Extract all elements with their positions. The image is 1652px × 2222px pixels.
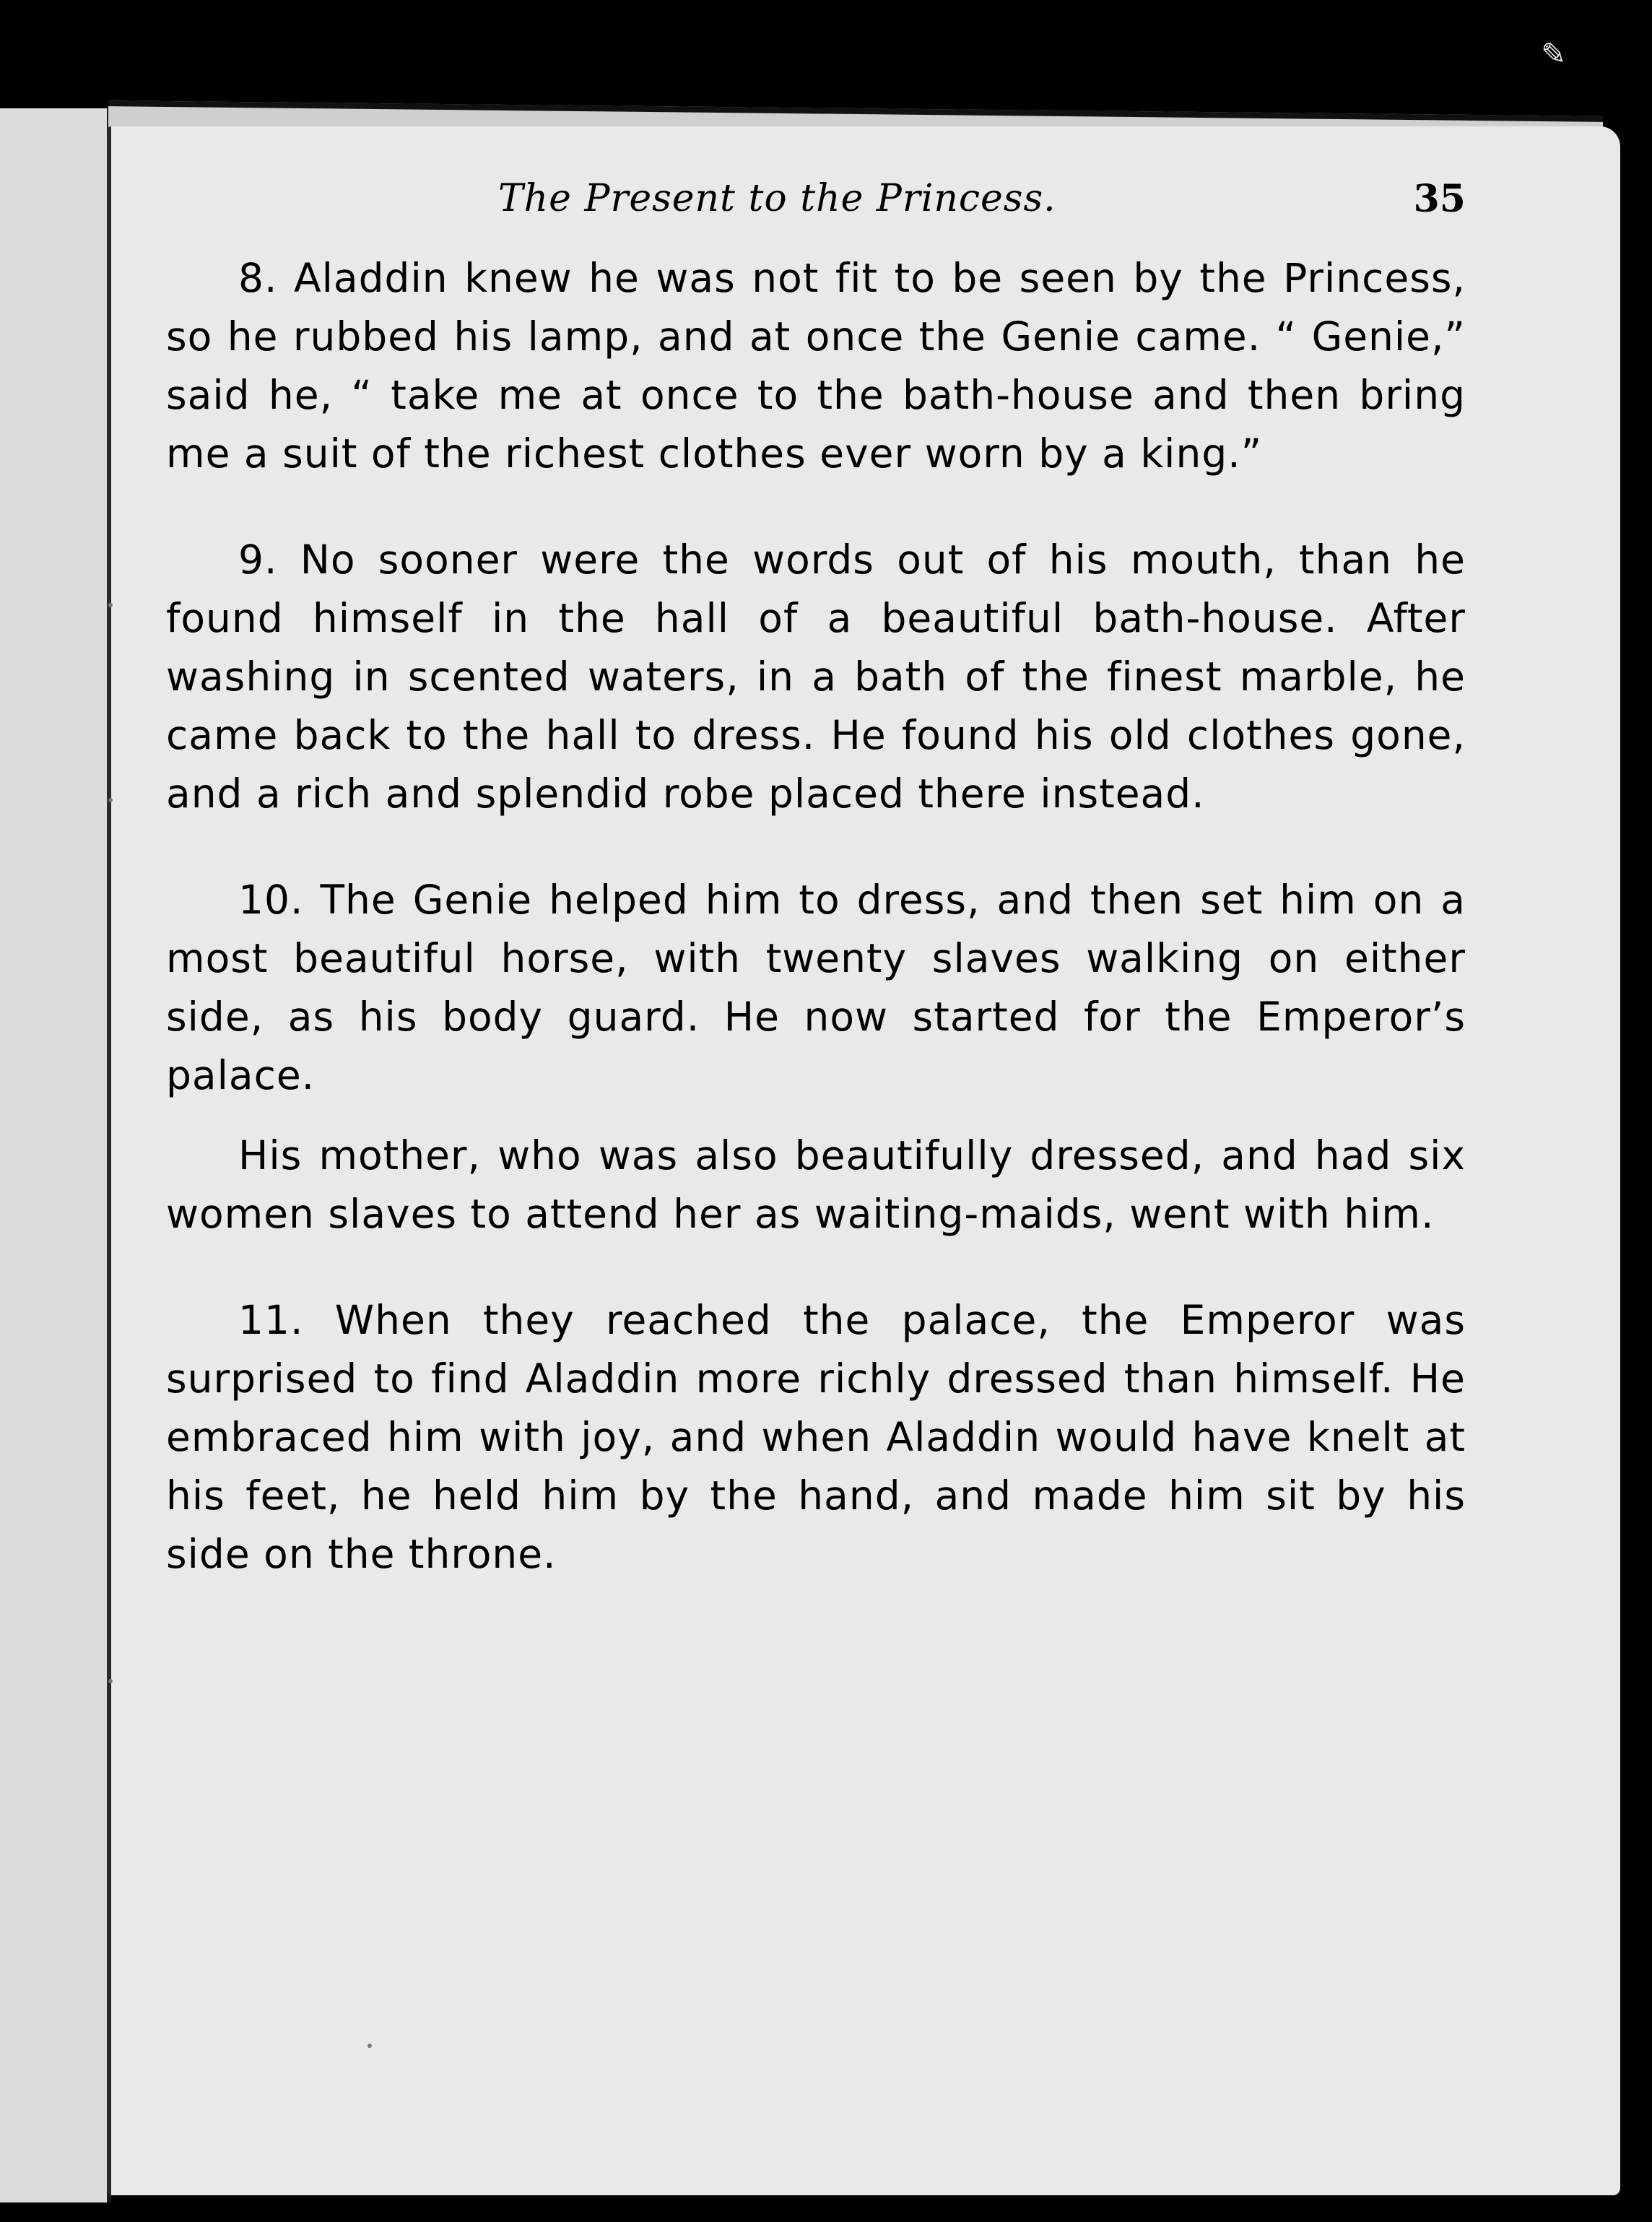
scan-speck [368, 2044, 372, 2048]
scan-speck [108, 603, 113, 607]
facing-page-edge [0, 108, 111, 2203]
paragraph-9: 9. No sooner were the words out of his mouth, than he found himself in the hall of a beautiful bath-house. After washing in scented waters, in a bath of the finest marble, he came back to the hall to dress. He found his old clothes gone, and a rich and splendid robe placed there instead. [166, 537, 1466, 817]
paragraph-10: 10. The Genie helped him to dress, and then set him on a most beautiful horse, with twenty slaves walking on either side, as his body guard. He now started for the Emperor’s palace. [166, 877, 1466, 1098]
paragraph-11: 11. When they reached the palace, the Emperor was surprised to find Aladdin more richly dressed than himself. He embraced him with joy, and when Aladdin would have knelt at his feet, he held him by the hand, and made him sit by his side on the throne. [166, 1297, 1466, 1577]
paragraph-8: 8. Aladdin knew he was not fit to be seen by the Princess, so he rubbed his lamp, and at once the Genie came. “ Genie,” said he, “ take me at once to the bath-house and then bring me a suit of the richest clothes ever worn by a king.” [166, 255, 1466, 477]
running-title: The Present to the Princess. [498, 177, 1056, 220]
scan-speck [108, 1679, 113, 1683]
page-number: 35 [1413, 177, 1466, 221]
scan-speck [108, 798, 113, 802]
body-text [166, 249, 1466, 1631]
scan-mark-icon: ✎ [1541, 36, 1567, 71]
running-head [498, 177, 1466, 235]
paragraph-mother: His mother, who was also beautifully dressed, and had six women slaves to attend her as waiting-maids, went with him. [166, 1132, 1466, 1237]
